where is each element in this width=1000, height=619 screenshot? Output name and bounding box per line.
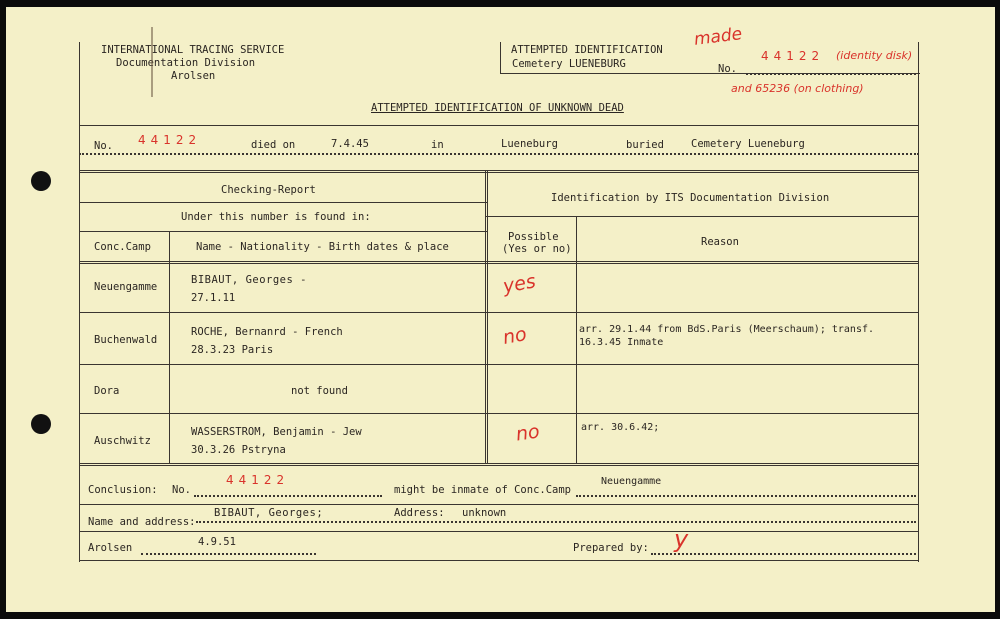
footer-date-line	[141, 553, 316, 555]
row2-possible: no	[501, 323, 529, 349]
buried-label: buried	[626, 139, 664, 151]
row3-camp: Dora	[94, 385, 120, 397]
frame-bottom	[79, 560, 919, 561]
form-title: ATTEMPTED IDENTIFICATION	[511, 44, 663, 56]
frame-left	[79, 42, 80, 562]
conclusion-rule	[79, 504, 919, 505]
row2-birth: 28.3.23 Paris	[191, 344, 274, 356]
table-bottom-rule	[79, 463, 919, 466]
conclusion-no-label: No.	[172, 484, 191, 496]
conclusion-no-line	[194, 495, 382, 497]
checking-report-title: Checking-Report	[221, 184, 316, 196]
paper-clip-mark	[151, 27, 153, 97]
row3-name: not found	[291, 385, 348, 397]
handwritten-made: made	[692, 24, 744, 50]
record-no-label: No.	[94, 140, 113, 152]
frame-right	[918, 42, 919, 562]
signature: y	[674, 525, 689, 553]
prepared-by-label: Prepared by:	[573, 542, 649, 554]
address-label: Address:	[394, 507, 445, 519]
identification-title-rule	[486, 216, 918, 217]
row3-rule	[79, 413, 919, 414]
header-number: 44122	[761, 49, 825, 63]
title-rule	[79, 125, 919, 126]
row2-reason-line2: 16.3.45 Inmate	[579, 337, 664, 348]
cemetery-label: Cemetery LUENEBURG	[512, 58, 626, 70]
checking-report-subtitle: Under this number is found in:	[181, 211, 371, 223]
col-header-name: Name - Nationality - Birth dates & place	[196, 241, 449, 253]
col-header-reason: Reason	[701, 236, 739, 248]
conclusion-text: might be inmate of Conc.Camp	[394, 484, 572, 496]
col-header-camp: Conc.Camp	[94, 241, 151, 253]
row2-rule	[79, 364, 919, 365]
section-rule	[79, 170, 919, 173]
col-header-possible-hint: (Yes or no)	[502, 243, 572, 255]
row1-possible: yes	[501, 270, 538, 298]
org-division: Documentation Division	[116, 57, 256, 69]
row1-rule	[79, 312, 919, 313]
header-no-line	[746, 73, 916, 75]
row1-camp: Neuengamme	[94, 281, 158, 293]
address-value: unknown	[462, 507, 507, 519]
annotation-identity-disk: (identity disk)	[836, 49, 913, 62]
row4-name: WASSERSTROM, Benjamin - Jew	[191, 426, 362, 438]
death-place: Lueneburg	[501, 138, 558, 150]
name-address-label: Name and address:	[88, 516, 196, 528]
row2-name: ROCHE, Bernanrd - French	[191, 326, 343, 338]
conclusion-camp-line	[576, 495, 916, 497]
col-divider-camp	[169, 231, 170, 463]
annotation-clothing: and 65236 (on clothing)	[731, 82, 864, 95]
row4-camp: Auschwitz	[94, 435, 151, 447]
name-value: BIBAUT, Georges;	[214, 507, 324, 519]
header-rule	[79, 261, 919, 264]
org-city: Arolsen	[171, 70, 216, 82]
conclusion-number: 44122	[226, 473, 290, 487]
conclusion-label: Conclusion:	[88, 484, 158, 496]
col-divider-possible	[576, 216, 577, 463]
record-dotted-line	[79, 153, 919, 155]
col-header-possible: Possible	[508, 231, 559, 243]
org-name: INTERNATIONAL TRACING SERVICE	[101, 44, 285, 56]
punch-hole-bottom	[31, 414, 51, 434]
row2-camp: Buchenwald	[94, 334, 158, 346]
row2-reason-line1: arr. 29.1.44 from BdS.Paris (Meerschaum); transf.	[579, 324, 875, 335]
header-no-label: No.	[718, 63, 737, 75]
record-number: 44122	[138, 133, 202, 147]
died-date: 7.4.45	[331, 138, 369, 150]
col-divider-main	[485, 170, 488, 463]
header-box-left	[500, 42, 501, 74]
row4-possible: no	[514, 420, 542, 446]
burial-place: Cemetery Lueneburg	[691, 138, 805, 150]
index-card	[6, 7, 995, 612]
punch-hole-top	[31, 171, 51, 191]
row4-reason: arr. 30.6.42;	[581, 422, 660, 433]
name-address-rule	[79, 531, 919, 532]
died-label: died on	[251, 139, 296, 151]
prepared-by-line	[651, 553, 916, 555]
checking-subtitle-rule	[79, 231, 487, 232]
identification-title: Identification by ITS Documentation Division	[551, 192, 830, 204]
footer-date: 4.9.51	[198, 536, 236, 548]
row4-birth: 30.3.26 Pstryna	[191, 444, 286, 456]
checking-title-rule	[79, 202, 487, 203]
row1-name: BIBAUT, Georges -	[191, 274, 307, 286]
row1-birth: 27.1.11	[191, 292, 236, 304]
conclusion-camp: Neuengamme	[601, 476, 662, 487]
in-label: in	[431, 139, 444, 151]
main-title: ATTEMPTED IDENTIFICATION OF UNKNOWN DEAD	[371, 102, 624, 114]
name-address-line	[196, 521, 916, 523]
footer-place: Arolsen	[88, 542, 133, 554]
